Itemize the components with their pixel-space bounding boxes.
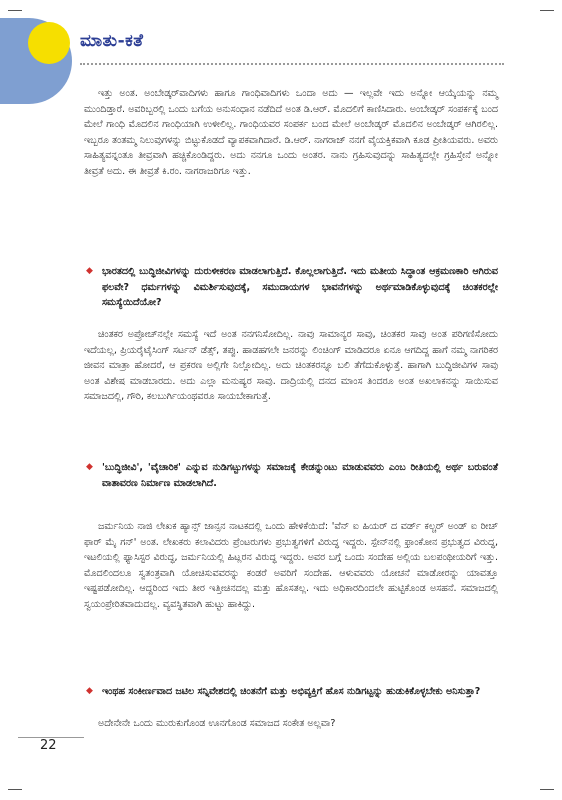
question-block [84,460,498,491]
answer-paragraph: ಜರ್ಮನಿಯ ನಾಜಿ ಲೇಖಕ ಹ್ಯಾನ್ಸ್ ಜಾನ್ಸನ ನಾಟಕದಲ್ಲಿ ಒಂದು ಹೇಳಿಕೆಯಿದೆ: 'ವೆನ್ ಐ ಹಿಯರ್ ದ ವರ್ಡ್ ಕಲ್ಚರ್ ಅಂಡ್ ಐ ರೀಚ್ ಫಾರ್ ಮೈ ಗನ್' ಅಂತ. ಲೇಖಕರು ಕಲಾವಿದರು ಪ್ರೆಂಟರುಗಳು ಪ್ರಭುತ್ವಗಳಿಗೆ ವಿರುದ್ಧ ಇದ್ದರು. ಸ್ಪೇನ್‌ನಲ್ಲಿ ಫ್ರಾಂಕೋನ ಪ್ರಭುತ್ವದ ವಿರುದ್ಧ, ಇಟಲಿಯಲ್ಲಿ ಫ್ಯಾಸಿಸ್ಟರ ವಿರುದ್ಧ, ಜರ್ಮನಿಯಲ್ಲಿ ಹಿಟ್ಲರನ ವಿರುದ್ಧ ಇದ್ದರು. ಅವರ ಬಗ್ಗೆ ಒಂದು ಸಂದೇಹ ಅಲ್ಲಿಯ ಬಲಪಂಥೀಯರಿಗೆ ಇತ್ತು. ಮೊದಲಿಂದಲೂ ಸ್ವತಂತ್ರವಾಗಿ ಯೋಚಿಸುವವರನ್ನು ಕಂಡರೆ ಅವರಿಗೆ ಸಂದೇಹ. ಆಳುವವರು ಯೋಚನೆ ಮಾಡೋರನ್ನು ಯಾವತ್ತೂ ಇಷ್ಟಪಡೋದಿಲ್ಲ. ಆದ್ದರಿಂದ ಇದು ತೀರ ಇತ್ತೀಚಿನದಲ್ಲ ಮತ್ತು ಹೊಸತಲ್ಲ. ಇದು ಅಧಿಕಾರದಿಂದಲೇ ಹುಟ್ಟಿಕೊಂಡ ಅಸಹನೆ. ಸಮಾಜದಲ್ಲಿ ಸ್ವಯಂಪ್ರೇರಿತವಾದುದಲ್ಲ. ವ್ಯವಸ್ಥಿತವಾಗಿ ಹುಟ್ಟು ಹಾಕಿದ್ದು. [84,521,498,610]
answer-paragraph: ಇತ್ತು ಅಂತ. ಅಂಬೇಡ್ಕರ್‌ವಾದಿಗಳು ಹಾಗೂ ಗಾಂಧಿವಾದಿಗಳು ಒಂದಾ ಅದು — ಇಲ್ಲವೇ ಇದು ಅನ್ನೋ ಆಯ್ಕೆಯನ್ನು ನಮ್ಮ ಮುಂದಿಡ್ತಾರೆ. ಅವರಿಬ್ಬರಲ್ಲಿ ಒಂದು ಬಗೆಯ ಅನುಸಂಧಾನ ನಡೆದಿದೆ ಅಂತ ಡಿ.ಆರ್. ಮೊದಲಿಗೆ ಕಾಣಿಸಿದಾರು. ಅಂಬೇಡ್ಕರ್ ಸಂಪರ್ಕಕ್ಕೆ ಬಂದ ಮೇಲೆ ಗಾಂಧಿ ಮೊದಲಿನ ಗಾಂಧಿಯಾಗಿ ಉಳೀಲಿಲ್ಲ. ಗಾಂಧಿಯವರ ಸಂಪರ್ಕ ಬಂದ ಮೇಲೆ ಅಂಬೇಡ್ಕರ್ ಮೊದಲಿನ ಅಂಬೇಡ್ಕರ್ ಆಗಿರಲಿಲ್ಲ. ಇಬ್ಬರೂ ತಂತಮ್ಮ ನಿಲುವುಗಳನ್ನು ಬಿಟ್ಟುಕೊಡದೆ ವ್ಯಾಪಕವಾಗಿದಾರೆ. ಡಿ.ಆರ್. ನಾಗರಾಜ್ ನನಗೆ ವೈಯಕ್ತಿಕವಾಗಿ ಕೂಡ ಪ್ರೀತಿಯವರು. ಅವರು ಸಾಹಿತ್ಯವನ್ನಂತೂ ತೀವ್ರವಾಗಿ ಹಚ್ಚಿಕೊಂಡಿದ್ದರು. ಅದು ನನಗೂ ಒಂದು ಅಂತರ. ನಾನು ಗ್ರಹಿಸುವುದನ್ನು ಸಾಹಿತ್ಯದಲ್ಲೇ ಗ್ರಹಿಸ್ತೇನೆ ಅನ್ನೋ ತೀವ್ರತೆ ಅದು. ಈ ತೀವ್ರತೆ ಕಿ.ರಂ. ನಾಗರಾಜರಿಗೂ ಇತ್ತು. [84,88,498,177]
article-column-3 [84,519,498,612]
crop-mark [540,789,554,790]
diamond-bullet-icon: ◆ [86,462,93,472]
section-title: ಮಾತು-ಕತೆ [80,31,144,51]
decorative-yellow-circle [28,22,70,64]
question-text: ಭಾರತದಲ್ಲಿ ಬುದ್ಧಿಜೀವಿಗಳನ್ನು ದುರುಳೀಕರಣ ಮಾಡಲಾಗುತ್ತಿದೆ. ಕೊಲ್ಲಲಾಗುತ್ತಿದೆ. ಇದು ಮತೀಯ ಸಿದ್ಧಾಂತ ಆಕ್ರಮಣಕಾರಿ ಆಗಿರುವ ಫಲವೇ? ಧರ್ಮಗಳನ್ನು ವಿಮರ್ಶಿಸುವುದಕ್ಕೆ, ಸಮುದಾಯಗಳ ಭಾವನೆಗಳನ್ನು ಅರ್ಥಮಾಡಿಕೊಳ್ಳುವುದಕ್ಕೆ ಚಿಂತಕರಲ್ಲೇ ಸಮಸ್ಯೆಯಿದೆಯೋ? [102,266,498,308]
crop-mark [540,10,554,11]
article-column-1 [84,86,498,179]
answer-paragraph: ಚಿಂತಕರ ಅಪ್ರೋಚ್‌ನಲ್ಲೇ ಸಮಸ್ಯೆ ಇದೆ ಅಂತ ನನಗನಿಸೋದಿಲ್ಲ. ನಾವು ಸಾಮಾನ್ಯರ ಸಾವು, ಚಿಂತಕರ ಸಾವು ಅಂತ ಪರಿಗಣಿಸೋದು ಇದೆಯಲ್ಲ, ಪ್ರಿಯರೈಟೈಸಿಂಗ್ ಸರ್ಟನ್ ಡೆತ್ಸ್, ತಪ್ಪು. ಹಾಡಹಗಲೇ ಜನರನ್ನು ಲಿಂಚಿಂಗ್ ಮಾಡಿದರೂ ಏನೂ ಆಗದಿದ್ದ ಹಾಗೆ ನಮ್ಮ ನಾಗರಿಕರ ಜೀವನ ಮಾತ್ರಾ ಹೋದರೆ, ಆ ಪ್ರಕರಣ ಅಲ್ಲಿಗೇ ನಿಲ್ಲೋದಿಲ್ಲ. ಅದು ಚಿಂತಕರನ್ನೂ ಬಲಿ ತೆಗೆದುಕೊಳ್ಳುತ್ತೆ. ಹಾಗಾಗಿ ಬುದ್ಧಿಜೀವಿಗಳ ಸಾವು ಅಂತ ವಿಶೇಷ ಮಾಡಬಾರದು. ಅದು ಎಲ್ಲಾ ಮನುಷ್ಯರ ಸಾವು. ದಾದ್ರಿಯಲ್ಲಿ ದನದ ಮಾಂಸ ತಿಂದರೂ ಅಂತ ಅಖಲಾಕನನ್ನು ಸಾಯಿಸುವ ಸಮಾಜದಲ್ಲಿ, ಗೌರಿ, ಕಲಬುರ್ಗಿಯಂಥವರೂ ಸಾಯಬೇಕಾಗುತ್ತೆ. [84,329,498,402]
question-block [84,264,498,311]
question-paragraph [84,684,498,700]
question-block [84,684,498,700]
article-column-4 [84,716,498,732]
diamond-bullet-icon: ◆ [86,266,93,276]
answer-paragraph: ಅದೇನೇನೇ ಒಂದು ಮುರುಕುಗೊಂಡ ಊನಗೊಂಡ ಸಮಾಜದ ಸಂಕೇತ ಅಲ್ಲವಾ? [98,718,336,729]
diamond-bullet-icon: ◆ [86,686,93,696]
question-paragraph [84,460,498,491]
crop-mark [8,10,22,11]
question-text: 'ಬುದ್ಧಿಜೀವಿ', 'ವೈಚಾರಿಕ' ಎನ್ನುವ ನುಡಿಗಟ್ಟುಗಳನ್ನು ಸಮಾಜಕ್ಕೆ ಕೇಡನ್ನುಂಟು ಮಾಡುವವರು ಎಂಬ ರೀತಿಯಲ್ಲಿ ಅರ್ಥ ಬರುವಂತೆ ವಾತಾವರಣ ನಿರ್ಮಾಣ ಮಾಡಲಾಗಿದೆ. [102,462,498,489]
dotted-divider [80,63,504,65]
page-number: 22 [40,738,57,753]
crop-mark [8,789,22,790]
question-paragraph [84,264,498,311]
question-text: ಇಂಥಹ ಸಂಕೀರ್ಣವಾದ ಜಟಿಲ ಸನ್ನಿವೇಶದಲ್ಲಿ ಚಿಂತನೆಗೆ ಮತ್ತು ಅಭಿವ್ಯಕ್ತಿಗೆ ಹೊಸ ನುಡಿಗಟ್ಟನ್ನು ಹುಡುಕಿಕೊಳ್ಳಬೇಕು ಅನಿಸುತ್ತಾ? [102,686,481,697]
article-column-2 [84,327,498,405]
